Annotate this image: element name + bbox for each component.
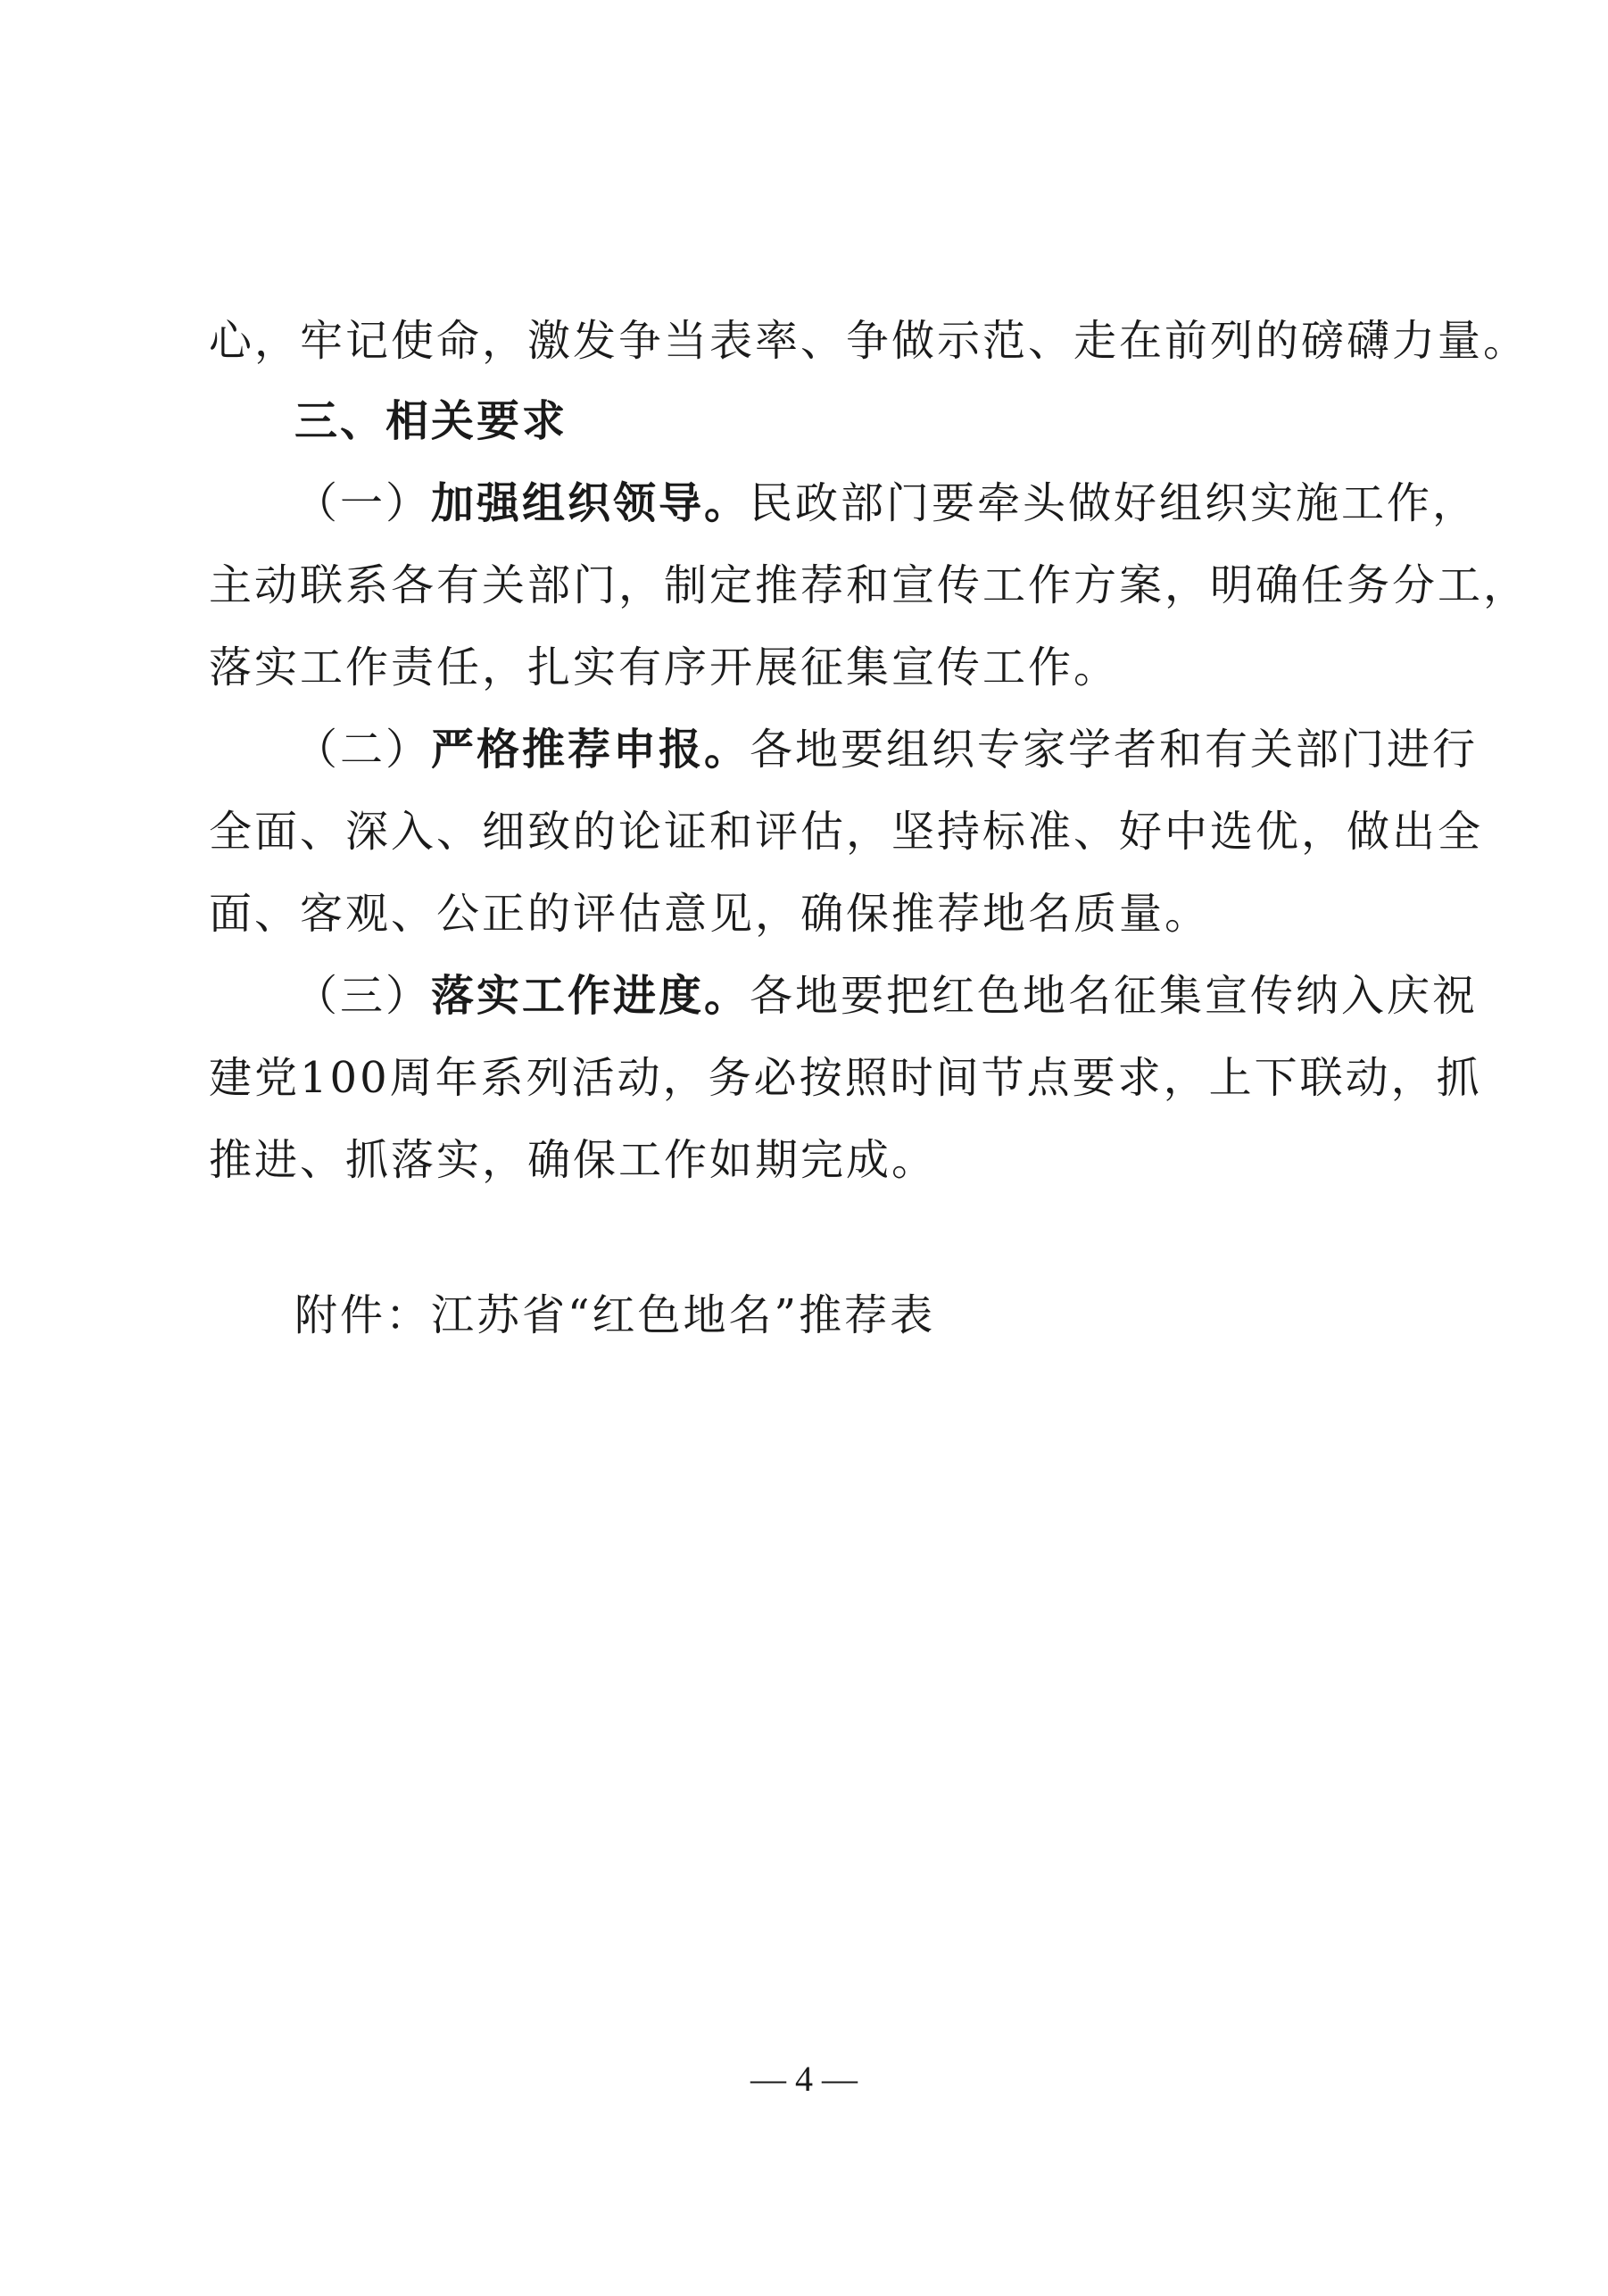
item-1-text: 民政部门要牵头做好组织实施工作， — [750, 478, 1479, 528]
item-2-line-2: 全面、深入、细致的论证和评估，坚持标准、好中选优，做出全 — [209, 807, 1484, 857]
item-3-title: 落实工作进度。 — [431, 971, 750, 1021]
item-2-number: （二） — [294, 725, 432, 775]
section-heading: 三、相关要求 — [294, 396, 568, 446]
item-1-title: 加强组织领导。 — [431, 478, 750, 528]
page-number: — 4 — — [750, 2059, 858, 2099]
item-2-first-line — [294, 725, 1479, 775]
item-1-number: （一） — [294, 478, 432, 528]
item-2-title: 严格推荐申报。 — [431, 725, 750, 775]
item-2-line-3: 面、客观、公正的评估意见，确保推荐地名质量。 — [209, 889, 1211, 939]
item-3-line-3: 推进、抓落实，确保工作如期完成。 — [209, 1135, 938, 1185]
item-3-line-2: 建党100周年系列活动，务必按照时间节点要求，上下联动，抓 — [209, 1053, 1482, 1103]
item-1-first-line — [294, 478, 1479, 528]
item-2-text: 各地要组织专家学者和有关部门进行 — [750, 725, 1479, 775]
attachment-line: 附件：江苏省“红色地名”推荐表 — [294, 1290, 936, 1340]
item-1-line-2: 主动联系各有关部门，制定推荐和宣传工作方案，明确任务分工， — [209, 560, 1529, 610]
item-3-number: （三） — [294, 971, 432, 1021]
item-1-line-3: 落实工作责任，扎实有序开展征集宣传工作。 — [209, 642, 1120, 692]
item-3-text: 各地要把红色地名征集宣传纳入庆祝 — [750, 971, 1479, 1021]
item-3-first-line — [294, 971, 1479, 1021]
paragraph-continuation: 心，牢记使命，激发争当表率、争做示范、走在前列的磅礴力量。 — [209, 316, 1529, 366]
